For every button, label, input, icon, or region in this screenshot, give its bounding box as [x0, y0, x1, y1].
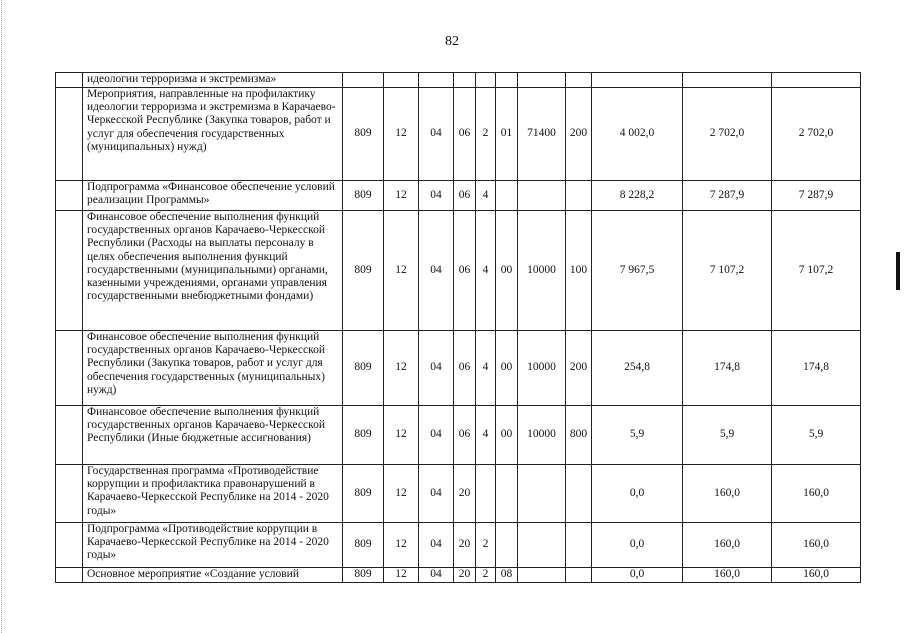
sum-year-1: 254,8: [592, 331, 683, 406]
row-number-cell: [56, 73, 83, 88]
item-name: Подпрограмма «Финансовое обеспечение условий реализации Программы»: [83, 181, 343, 211]
item-name: Финансовое обеспечение выполнения функций государственных органов Карачаево-Черкесской Республики (Закупка товаров, работ и услуг для обеспечения государственных (муниципальных) нужд): [83, 331, 343, 406]
code-expense-type: [566, 73, 592, 88]
code-direction: [518, 568, 566, 583]
code-section: 12: [384, 465, 419, 523]
code-section: 12: [384, 181, 419, 211]
row-number-cell: [56, 465, 83, 523]
code-direction: [518, 523, 566, 568]
code-activity: 00: [496, 406, 518, 465]
code-expense-type: 800: [566, 406, 592, 465]
sum-year-3: 160,0: [772, 523, 861, 568]
code-ministry: 809: [343, 331, 384, 406]
code-ministry: 809: [343, 568, 384, 583]
sum-year-1: 8 228,2: [592, 181, 683, 211]
table-row: [56, 465, 861, 523]
sum-year-1: 7 967,5: [592, 211, 683, 331]
row-number-cell: [56, 568, 83, 583]
budget-table: [55, 72, 861, 583]
sum-year-2: 7 107,2: [683, 211, 772, 331]
code-direction: [518, 181, 566, 211]
code-program: [454, 73, 476, 88]
sum-year-2: 7 287,9: [683, 181, 772, 211]
item-name: Основное мероприятие «Создание условий: [83, 568, 343, 583]
code-activity: 08: [496, 568, 518, 583]
item-name: идеологии терроризма и экстремизма»: [83, 73, 343, 88]
sum-year-1: 0,0: [592, 523, 683, 568]
code-subsection: 04: [419, 568, 454, 583]
row-number-cell: [56, 406, 83, 465]
code-subsection: 04: [419, 465, 454, 523]
table-row: [56, 88, 861, 181]
code-activity: 00: [496, 211, 518, 331]
code-activity: [496, 523, 518, 568]
code-program: 06: [454, 331, 476, 406]
sum-year-2: 160,0: [683, 568, 772, 583]
code-expense-type: 200: [566, 88, 592, 181]
code-subprogram: [476, 465, 496, 523]
sum-year-3: 5,9: [772, 406, 861, 465]
code-program: 20: [454, 568, 476, 583]
code-expense-type: [566, 523, 592, 568]
code-ministry: 809: [343, 88, 384, 181]
code-subprogram: 2: [476, 88, 496, 181]
code-section: 12: [384, 406, 419, 465]
code-program: 20: [454, 465, 476, 523]
code-expense-type: [566, 568, 592, 583]
code-subsection: 04: [419, 88, 454, 181]
code-subprogram: 4: [476, 331, 496, 406]
code-ministry: [343, 73, 384, 88]
table-row: [56, 568, 861, 583]
item-name: Подпрограмма «Противодействие коррупции в Карачаево-Черкесской Республике на 2014 - 2020 годы»: [83, 523, 343, 568]
sum-year-3: 7 107,2: [772, 211, 861, 331]
item-name: Государственная программа «Противодействие коррупции и профилактика правонарушений в Карачаево-Черкесской Республике на 2014 - 2020 годы»: [83, 465, 343, 523]
row-number-cell: [56, 331, 83, 406]
sum-year-1: 0,0: [592, 465, 683, 523]
code-direction: 10000: [518, 331, 566, 406]
table-row: [56, 211, 861, 331]
sum-year-1: 0,0: [592, 568, 683, 583]
code-program: 06: [454, 181, 476, 211]
code-subprogram: [476, 73, 496, 88]
code-ministry: 809: [343, 406, 384, 465]
sum-year-3: 160,0: [772, 568, 861, 583]
item-name: Финансовое обеспечение выполнения функций государственных органов Карачаево-Черкесской Республики (Иные бюджетные ассигнования): [83, 406, 343, 465]
sum-year-2: 160,0: [683, 523, 772, 568]
code-activity: [496, 73, 518, 88]
code-subsection: 04: [419, 211, 454, 331]
code-activity: 01: [496, 88, 518, 181]
row-number-cell: [56, 181, 83, 211]
table-row: [56, 181, 861, 211]
table-row: [56, 73, 861, 88]
code-section: 12: [384, 88, 419, 181]
sum-year-2: 174,8: [683, 331, 772, 406]
sum-year-1: 4 002,0: [592, 88, 683, 181]
row-number-cell: [56, 523, 83, 568]
sum-year-2: [683, 73, 772, 88]
sum-year-3: [772, 73, 861, 88]
page-number: 82: [445, 34, 459, 49]
code-direction: 10000: [518, 211, 566, 331]
code-ministry: 809: [343, 181, 384, 211]
code-direction: [518, 465, 566, 523]
code-expense-type: 100: [566, 211, 592, 331]
code-activity: [496, 181, 518, 211]
sum-year-2: 5,9: [683, 406, 772, 465]
table-row: [56, 523, 861, 568]
table-row: [56, 406, 861, 465]
code-section: 12: [384, 331, 419, 406]
code-direction: 10000: [518, 406, 566, 465]
page-binding-edge: [1, 0, 4, 633]
sum-year-3: 2 702,0: [772, 88, 861, 181]
code-ministry: 809: [343, 465, 384, 523]
table-row: [56, 331, 861, 406]
row-number-cell: [56, 88, 83, 181]
code-program: 06: [454, 88, 476, 181]
code-direction: 71400: [518, 88, 566, 181]
code-subsection: 04: [419, 181, 454, 211]
sum-year-3: 7 287,9: [772, 181, 861, 211]
sum-year-3: 174,8: [772, 331, 861, 406]
code-subprogram: 4: [476, 211, 496, 331]
code-program: 20: [454, 523, 476, 568]
code-subsection: 04: [419, 523, 454, 568]
row-number-cell: [56, 211, 83, 331]
sum-year-2: 160,0: [683, 465, 772, 523]
code-program: 06: [454, 406, 476, 465]
code-subsection: 04: [419, 331, 454, 406]
code-activity: 00: [496, 331, 518, 406]
code-activity: [496, 465, 518, 523]
sum-year-3: 160,0: [772, 465, 861, 523]
code-direction: [518, 73, 566, 88]
code-section: 12: [384, 211, 419, 331]
page-edge-mark: [896, 252, 900, 290]
code-subprogram: 2: [476, 523, 496, 568]
sum-year-1: [592, 73, 683, 88]
code-section: 12: [384, 523, 419, 568]
item-name: Мероприятия, направленные на профилактику идеологии терроризма и экстремизма в Карачаево-Черкесской Республике (Закупка товаров, работ и услуг для обеспечения государственных (муниципальных) нужд): [83, 88, 343, 181]
code-ministry: 809: [343, 211, 384, 331]
code-subprogram: 2: [476, 568, 496, 583]
code-section: 12: [384, 568, 419, 583]
code-expense-type: 200: [566, 331, 592, 406]
code-ministry: 809: [343, 523, 384, 568]
code-subsection: 04: [419, 406, 454, 465]
code-program: 06: [454, 211, 476, 331]
code-expense-type: [566, 465, 592, 523]
sum-year-1: 5,9: [592, 406, 683, 465]
item-name: Финансовое обеспечение выполнения функций государственных органов Карачаево-Черкесской Республики (Расходы на выплаты персоналу в целях обеспечения выполнения функций государственными (муниципальными) органами, казенными учреждениями, органами управления государственными внебюджетными фондами): [83, 211, 343, 331]
code-subprogram: 4: [476, 181, 496, 211]
code-expense-type: [566, 181, 592, 211]
code-subsection: [419, 73, 454, 88]
sum-year-2: 2 702,0: [683, 88, 772, 181]
code-section: [384, 73, 419, 88]
code-subprogram: 4: [476, 406, 496, 465]
